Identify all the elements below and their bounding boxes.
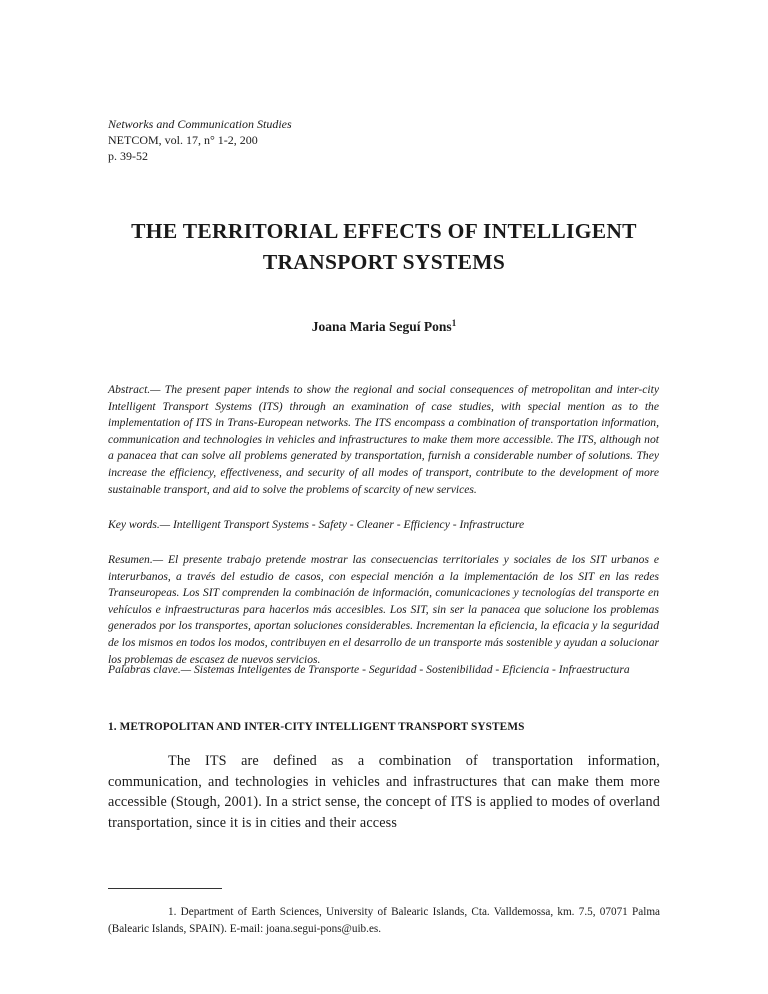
footnote-divider — [108, 888, 222, 889]
section-heading: 1. METROPOLITAN AND INTER-CITY INTELLIGENT TRANSPORT SYSTEMS — [108, 721, 525, 733]
paper-title — [60, 216, 708, 278]
author-footnote-mark: 1 — [451, 318, 457, 328]
paper-title-line-2: TRANSPORT SYSTEMS — [262, 250, 506, 274]
palabras-clave: Palabras clave.— Sistemas Inteligentes de Transporte - Seguridad - Sostenibilidad - Eficiencia - Infraestructura — [108, 663, 630, 676]
author-name: Joana Maria Seguí Pons — [311, 319, 452, 334]
abstract: Abstract.— The present paper intends to show the regional and social consequences of metropolitan and inter-city Intelligent Transport Systems (ITS) through an examination of case studies, with special mention as to the implementation of ITS in Trans-European networks. The ITS encompass a combination of transportation information, communication and technologies in vehicles and infrastructures to make them more accessible. The ITS, although not a panacea that can solve all problems generated by transportation, furnish a considerable number of solutions. They increase the efficiency, effectiveness, and security of all modes of transport, contribute to the development of more sustainable transport, and aid to solve the problems of scarcity of new services. — [108, 383, 659, 496]
journal-name: Networks and Communication Studies — [108, 117, 292, 131]
author-line — [60, 318, 708, 335]
footnote: 1. Department of Earth Sciences, University of Balearic Islands, Cta. Valldemossa, km. 7.5, 07071 Palma (Balearic Islands, SPAIN). E-mail: joana.segui-pons@uib.es. — [108, 906, 660, 935]
resumen: Resumen.— El presente trabajo pretende mostrar las consecuencias territoriales y sociales de los SIT urbanos e interurbanos, a través del estudio de casos, con especial mención a la implementación de los SIT en las redes Transeuropeas. Los SIT comprenden la combinación de información, comunicaciones y tecnologías del transporte en vehículos e infraestructuras para hacerlos más accesibles. Los SIT, sin ser la panacea que solucione los problemas generados por los transportes, aportan soluciones considerables. Incrementan la eficiencia, la eficacia y la seguridad de los mismos en todos los modos, contribuyen en el desarrollo de un transporte más sostenible y ayudan a solucionar los problemas de escasez de nuevos servicios. — [108, 553, 659, 666]
paper-title-line-1: THE TERRITORIAL EFFECTS OF INTELLIGENT — [131, 219, 637, 243]
journal-pages: p. 39-52 — [108, 149, 148, 163]
journal-info — [108, 116, 292, 164]
journal-volume: NETCOM, vol. 17, n° 1-2, 200 — [108, 133, 258, 147]
keywords: Key words.— Intelligent Transport Systems - Safety - Cleaner - Efficiency - Infrastructure — [108, 518, 525, 531]
body-paragraph: The ITS are defined as a combination of transportation information, communication, and technologies in vehicles and infrastructures that can make them more accessible (Stough, 2001). In a strict sense, the concept of ITS is applied to modes of overland transportation, since it is in cities and their access — [108, 753, 660, 831]
